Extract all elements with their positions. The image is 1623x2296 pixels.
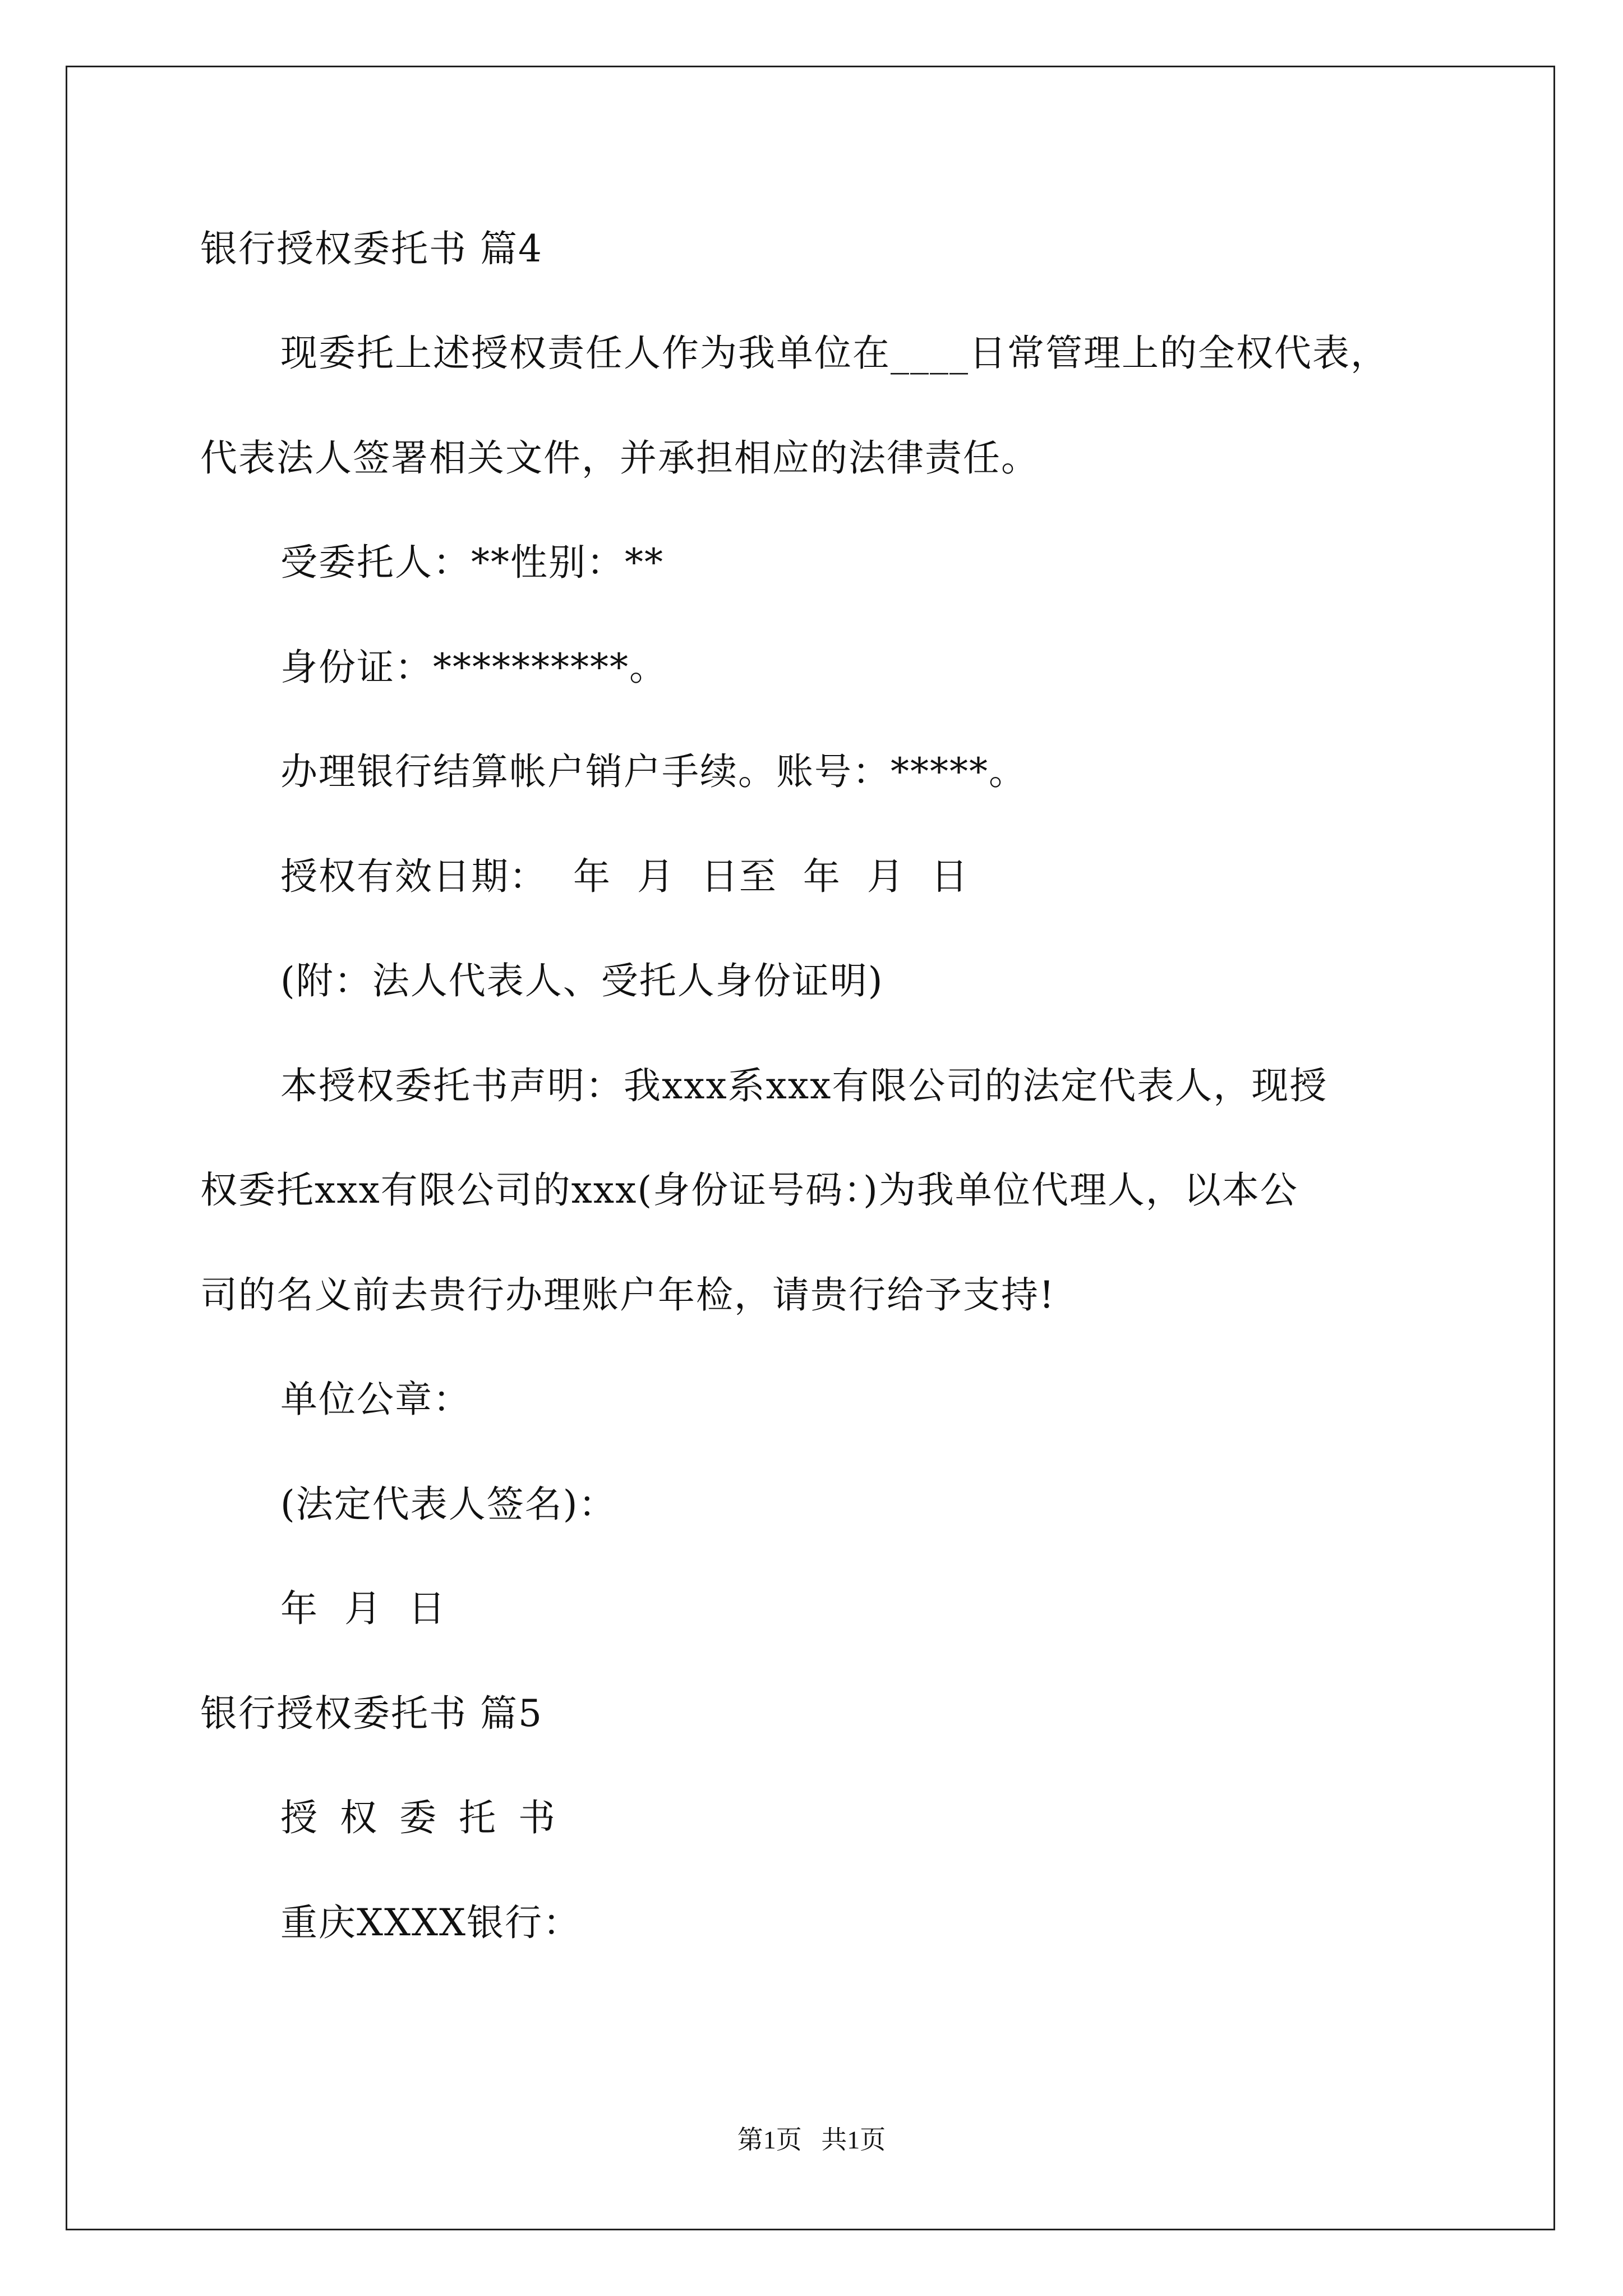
paragraph-line: 身份证：**********。 <box>280 646 667 689</box>
paragraph-line: 司的名义前去贵行办理账户年检，请贵行给予支持! <box>200 1273 1055 1317</box>
paragraph-line: 本授权委托书声明：我xxx系xxx有限公司的法定代表人，现授 <box>280 1064 1328 1107</box>
paragraph-line: 重庆XXXX银行： <box>280 1901 581 1944</box>
paragraph-line: 现委托上述授权责任人作为我单位在____日常管理上的全权代表， <box>280 332 1389 375</box>
paragraph-line: 代表法人签署相关文件，并承担相应的法律责任。 <box>200 436 1039 480</box>
paragraph-line: 权委托xxx有限公司的xxx(身份证号码：)为我单位代理人，以本公 <box>200 1168 1298 1212</box>
paragraph-line: 受委托人：**性别：** <box>280 541 664 584</box>
paragraph-line: (附：法人代表人、受托人身份证明) <box>280 959 884 1002</box>
paragraph-line: 单位公章： <box>280 1378 471 1421</box>
paragraph-line: 办理银行结算帐户销户手续。账号：*****。 <box>280 750 1027 793</box>
section-heading-5: 银行授权委托书 篇5 <box>200 1692 543 1735</box>
paragraph-line: 年 月 日 <box>280 1587 446 1630</box>
paragraph-line: (法定代表人签名)： <box>280 1483 617 1526</box>
document-title: 授权委托书 <box>280 1796 578 1839</box>
section-heading-4: 银行授权委托书 篇4 <box>200 227 543 270</box>
page-number: 第1页 共1页 <box>737 2125 886 2154</box>
paragraph-line: 授权有效日期： 年 月 日至 年 月 日 <box>280 855 969 898</box>
